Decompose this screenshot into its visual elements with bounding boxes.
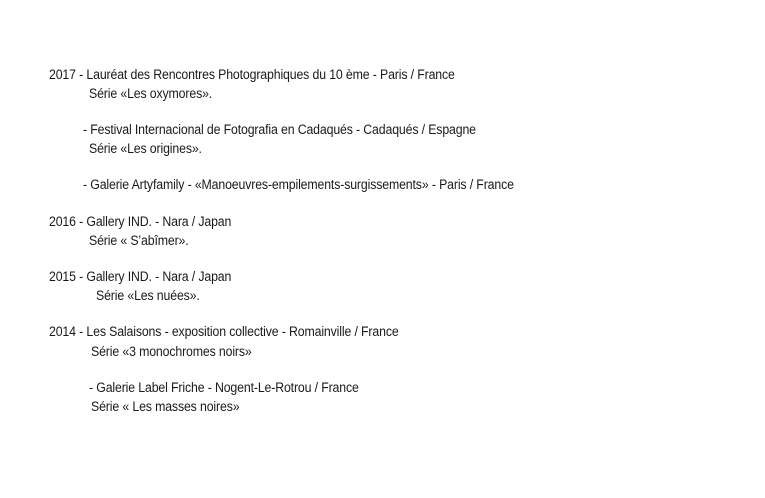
entry-2014-labelfriche-title: - Galerie Label Friche - Nogent-Le-Rotrou / France bbox=[89, 380, 359, 395]
entry-2017-artyfamily-title: - Galerie Artyfamily - «Manoeuvres-empilements-surgissements» - Paris / France bbox=[83, 177, 514, 192]
entry-2017-rencontres-title: 2017 - Lauréat des Rencontres Photographiques du 10 ème - Paris / France bbox=[49, 67, 455, 82]
entry-2016-gallery-series: Série « S’abîmer». bbox=[89, 233, 189, 248]
entry-2017-rencontres-series: Série «Les oxymores». bbox=[89, 86, 213, 101]
entry-2015-gallery-title: 2015 - Gallery IND. - Nara / Japan bbox=[49, 269, 232, 284]
entry-2017-cadaques-series: Série «Les origines». bbox=[89, 141, 202, 156]
entry-2014-labelfriche-series: Série « Les masses noires» bbox=[91, 399, 240, 414]
entry-2017-cadaques-title: - Festival Internacional de Fotografia en Cadaqués - Cadaqués / Espagne bbox=[83, 122, 476, 137]
entry-2014-salaisons-title: 2014 - Les Salaisons - exposition collective - Romainville / France bbox=[49, 324, 399, 339]
entry-2014-salaisons-series: Série «3 monochromes noirs» bbox=[91, 344, 252, 359]
entry-2016-gallery-title: 2016 - Gallery IND. - Nara / Japan bbox=[49, 214, 232, 229]
entry-2015-gallery-series: Série «Les nuées». bbox=[96, 288, 200, 303]
